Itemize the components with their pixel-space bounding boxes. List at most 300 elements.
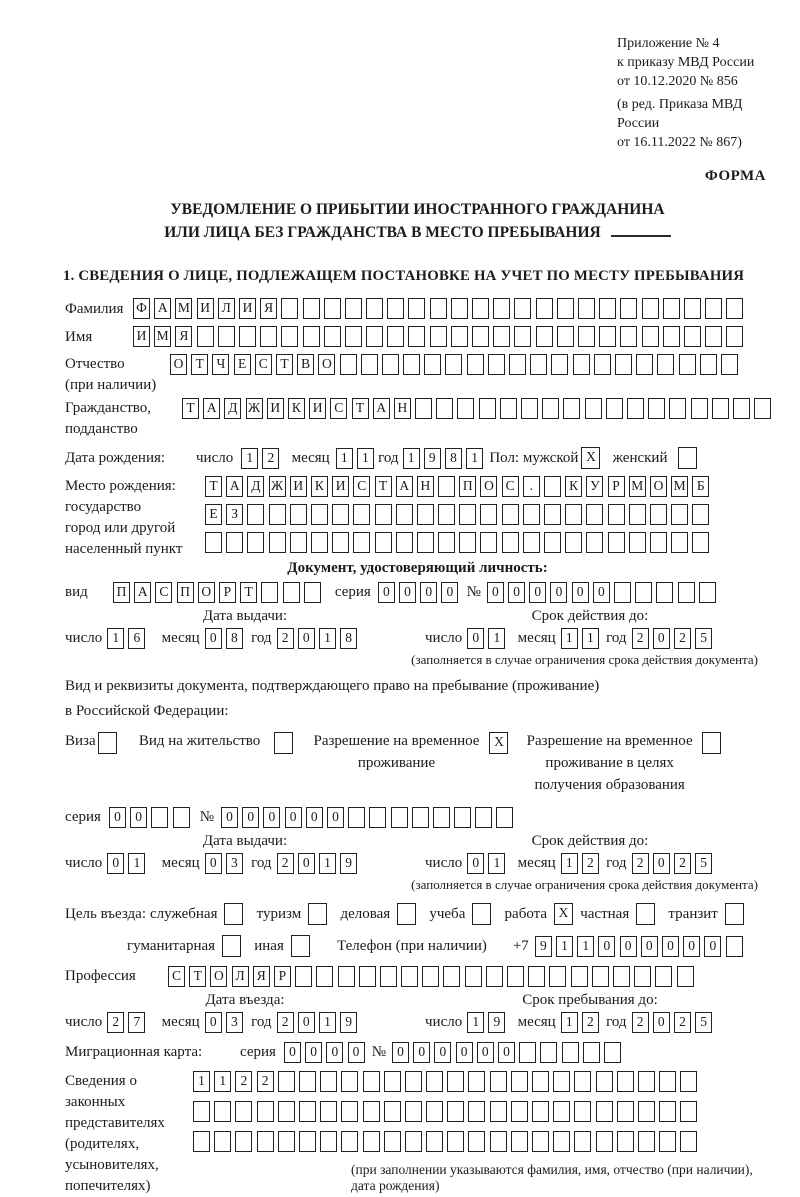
char-cell[interactable] xyxy=(304,582,321,603)
char-cell[interactable]: А xyxy=(203,398,220,419)
char-cell[interactable] xyxy=(650,504,667,525)
char-cell[interactable]: 3 xyxy=(226,853,243,874)
char-cell[interactable]: 1 xyxy=(193,1071,210,1092)
char-cell[interactable]: Е xyxy=(234,354,251,375)
char-cell[interactable] xyxy=(426,1131,443,1152)
char-cell[interactable] xyxy=(451,298,468,319)
char-cell[interactable] xyxy=(311,532,328,553)
char-cell[interactable]: А xyxy=(373,398,390,419)
char-cell[interactable]: 0 xyxy=(130,807,147,828)
char-cell[interactable] xyxy=(457,398,474,419)
char-cell[interactable] xyxy=(615,354,632,375)
char-cell[interactable]: О xyxy=(650,476,667,497)
char-cell[interactable]: 1 xyxy=(128,853,145,874)
char-cell[interactable]: И xyxy=(290,476,307,497)
char-cell[interactable] xyxy=(345,298,362,319)
char-cell[interactable]: Я xyxy=(175,326,192,347)
char-cell[interactable]: 1 xyxy=(582,628,599,649)
char-cell[interactable] xyxy=(222,935,241,957)
char-cell[interactable] xyxy=(417,504,434,525)
char-cell[interactable]: 0 xyxy=(508,582,525,603)
char-cell[interactable] xyxy=(260,326,277,347)
char-cell[interactable]: О xyxy=(210,966,227,987)
char-cell[interactable] xyxy=(454,807,471,828)
char-cell[interactable] xyxy=(678,447,697,469)
char-cell[interactable] xyxy=(573,354,590,375)
char-cell[interactable] xyxy=(341,1131,358,1152)
char-cell[interactable] xyxy=(509,354,526,375)
char-cell[interactable]: 2 xyxy=(674,853,691,874)
char-cell[interactable] xyxy=(635,582,652,603)
char-cell[interactable]: 1 xyxy=(488,628,505,649)
char-cell[interactable] xyxy=(408,326,425,347)
char-cell[interactable] xyxy=(218,326,235,347)
char-cell[interactable]: 2 xyxy=(632,853,649,874)
char-cell[interactable] xyxy=(205,532,222,553)
char-cell[interactable] xyxy=(669,398,686,419)
char-cell[interactable] xyxy=(493,298,510,319)
char-cell[interactable] xyxy=(363,1131,380,1152)
char-cell[interactable] xyxy=(638,1131,655,1152)
char-cell[interactable]: К xyxy=(288,398,305,419)
char-cell[interactable] xyxy=(636,354,653,375)
char-cell[interactable]: 1 xyxy=(403,448,420,469)
char-cell[interactable]: 0 xyxy=(487,582,504,603)
char-cell[interactable] xyxy=(636,903,655,925)
char-cell[interactable] xyxy=(519,1042,536,1063)
char-cell[interactable]: 2 xyxy=(632,628,649,649)
char-cell[interactable]: И xyxy=(267,398,284,419)
char-cell[interactable] xyxy=(193,1101,210,1122)
char-cell[interactable]: И xyxy=(239,298,256,319)
char-cell[interactable]: О xyxy=(318,354,335,375)
char-cell[interactable] xyxy=(725,903,744,925)
char-cell[interactable]: М xyxy=(671,476,688,497)
char-cell[interactable] xyxy=(583,1042,600,1063)
char-cell[interactable] xyxy=(692,504,709,525)
char-cell[interactable]: Т xyxy=(182,398,199,419)
char-cell[interactable] xyxy=(613,966,630,987)
char-cell[interactable]: 1 xyxy=(241,448,258,469)
char-cell[interactable] xyxy=(417,532,434,553)
char-cell[interactable] xyxy=(496,807,513,828)
char-cell[interactable] xyxy=(614,582,631,603)
char-cell[interactable]: М xyxy=(175,298,192,319)
char-cell[interactable]: Т xyxy=(240,582,257,603)
char-cell[interactable] xyxy=(320,1101,337,1122)
char-cell[interactable]: 1 xyxy=(556,936,573,957)
char-cell[interactable] xyxy=(544,532,561,553)
char-cell[interactable] xyxy=(382,354,399,375)
char-cell[interactable]: А xyxy=(134,582,151,603)
char-cell[interactable] xyxy=(387,298,404,319)
char-cell[interactable]: X xyxy=(554,903,573,925)
char-cell[interactable] xyxy=(295,966,312,987)
char-cell[interactable] xyxy=(341,1101,358,1122)
char-cell[interactable]: 0 xyxy=(285,807,302,828)
char-cell[interactable] xyxy=(401,966,418,987)
char-cell[interactable] xyxy=(514,298,531,319)
char-cell[interactable] xyxy=(173,807,190,828)
char-cell[interactable] xyxy=(405,1131,422,1152)
char-cell[interactable] xyxy=(290,504,307,525)
char-cell[interactable] xyxy=(283,582,300,603)
char-cell[interactable]: 0 xyxy=(107,853,124,874)
char-cell[interactable] xyxy=(671,532,688,553)
char-cell[interactable]: 2 xyxy=(674,628,691,649)
char-cell[interactable]: 0 xyxy=(620,936,637,957)
char-cell[interactable]: 0 xyxy=(653,1012,670,1033)
char-cell[interactable] xyxy=(281,326,298,347)
char-cell[interactable]: Ж xyxy=(246,398,263,419)
char-cell[interactable] xyxy=(291,935,310,957)
char-cell[interactable] xyxy=(486,966,503,987)
char-cell[interactable] xyxy=(353,504,370,525)
char-cell[interactable]: 0 xyxy=(298,1012,315,1033)
char-cell[interactable]: 0 xyxy=(392,1042,409,1063)
char-cell[interactable]: 9 xyxy=(340,1012,357,1033)
char-cell[interactable]: И xyxy=(309,398,326,419)
char-cell[interactable]: К xyxy=(311,476,328,497)
char-cell[interactable]: С xyxy=(330,398,347,419)
char-cell[interactable] xyxy=(511,1071,528,1092)
char-cell[interactable] xyxy=(247,504,264,525)
char-cell[interactable]: С xyxy=(502,476,519,497)
char-cell[interactable]: Б xyxy=(692,476,709,497)
char-cell[interactable] xyxy=(532,1071,549,1092)
char-cell[interactable]: 2 xyxy=(582,1012,599,1033)
char-cell[interactable] xyxy=(563,398,580,419)
char-cell[interactable] xyxy=(712,398,729,419)
char-cell[interactable] xyxy=(659,1131,676,1152)
char-cell[interactable] xyxy=(269,504,286,525)
char-cell[interactable]: 0 xyxy=(298,853,315,874)
char-cell[interactable] xyxy=(488,354,505,375)
char-cell[interactable] xyxy=(332,504,349,525)
char-cell[interactable]: 0 xyxy=(327,807,344,828)
char-cell[interactable]: Т xyxy=(276,354,293,375)
char-cell[interactable] xyxy=(523,532,540,553)
char-cell[interactable] xyxy=(648,398,665,419)
char-cell[interactable]: 0 xyxy=(477,1042,494,1063)
char-cell[interactable]: О xyxy=(170,354,187,375)
char-cell[interactable] xyxy=(629,504,646,525)
char-cell[interactable]: 0 xyxy=(467,853,484,874)
char-cell[interactable] xyxy=(415,398,432,419)
char-cell[interactable] xyxy=(403,354,420,375)
char-cell[interactable] xyxy=(405,1101,422,1122)
char-cell[interactable] xyxy=(247,532,264,553)
char-cell[interactable]: Ч xyxy=(212,354,229,375)
char-cell[interactable] xyxy=(528,966,545,987)
char-cell[interactable] xyxy=(532,1131,549,1152)
char-cell[interactable]: 1 xyxy=(488,853,505,874)
char-cell[interactable] xyxy=(542,398,559,419)
char-cell[interactable]: 9 xyxy=(340,853,357,874)
char-cell[interactable] xyxy=(617,1071,634,1092)
char-cell[interactable]: С xyxy=(155,582,172,603)
char-cell[interactable]: М xyxy=(629,476,646,497)
char-cell[interactable] xyxy=(680,1071,697,1092)
char-cell[interactable] xyxy=(656,582,673,603)
char-cell[interactable]: 8 xyxy=(340,628,357,649)
char-cell[interactable] xyxy=(574,1101,591,1122)
char-cell[interactable] xyxy=(281,298,298,319)
char-cell[interactable]: 1 xyxy=(561,628,578,649)
char-cell[interactable] xyxy=(151,807,168,828)
char-cell[interactable] xyxy=(299,1071,316,1092)
char-cell[interactable]: 5 xyxy=(695,1012,712,1033)
char-cell[interactable]: Р xyxy=(608,476,625,497)
char-cell[interactable] xyxy=(679,354,696,375)
char-cell[interactable] xyxy=(320,1131,337,1152)
char-cell[interactable]: 0 xyxy=(662,936,679,957)
char-cell[interactable] xyxy=(594,354,611,375)
char-cell[interactable]: 1 xyxy=(319,1012,336,1033)
char-cell[interactable] xyxy=(599,298,616,319)
char-cell[interactable] xyxy=(480,532,497,553)
char-cell[interactable] xyxy=(384,1071,401,1092)
char-cell[interactable]: П xyxy=(459,476,476,497)
char-cell[interactable] xyxy=(691,398,708,419)
char-cell[interactable] xyxy=(361,354,378,375)
char-cell[interactable] xyxy=(338,966,355,987)
char-cell[interactable]: 0 xyxy=(467,628,484,649)
char-cell[interactable] xyxy=(472,298,489,319)
char-cell[interactable] xyxy=(671,504,688,525)
char-cell[interactable] xyxy=(663,298,680,319)
char-cell[interactable] xyxy=(565,504,582,525)
char-cell[interactable] xyxy=(596,1131,613,1152)
char-cell[interactable] xyxy=(627,398,644,419)
char-cell[interactable] xyxy=(553,1131,570,1152)
char-cell[interactable]: 0 xyxy=(109,807,126,828)
char-cell[interactable]: В xyxy=(297,354,314,375)
char-cell[interactable] xyxy=(500,398,517,419)
char-cell[interactable] xyxy=(98,732,117,754)
char-cell[interactable] xyxy=(642,326,659,347)
char-cell[interactable] xyxy=(502,504,519,525)
char-cell[interactable]: 0 xyxy=(683,936,700,957)
char-cell[interactable] xyxy=(617,1131,634,1152)
char-cell[interactable]: И xyxy=(332,476,349,497)
char-cell[interactable] xyxy=(557,326,574,347)
char-cell[interactable]: 1 xyxy=(561,853,578,874)
char-cell[interactable] xyxy=(702,732,721,754)
char-cell[interactable]: 2 xyxy=(277,1012,294,1033)
char-cell[interactable] xyxy=(391,807,408,828)
char-cell[interactable] xyxy=(308,903,327,925)
char-cell[interactable]: 0 xyxy=(572,582,589,603)
char-cell[interactable] xyxy=(507,966,524,987)
char-cell[interactable] xyxy=(592,966,609,987)
char-cell[interactable] xyxy=(726,298,743,319)
char-cell[interactable]: 0 xyxy=(413,1042,430,1063)
char-cell[interactable]: 0 xyxy=(456,1042,473,1063)
char-cell[interactable] xyxy=(536,326,553,347)
char-cell[interactable] xyxy=(617,1101,634,1122)
char-cell[interactable] xyxy=(620,326,637,347)
char-cell[interactable] xyxy=(443,966,460,987)
char-cell[interactable]: 1 xyxy=(214,1071,231,1092)
char-cell[interactable] xyxy=(475,807,492,828)
char-cell[interactable] xyxy=(397,903,416,925)
char-cell[interactable] xyxy=(586,504,603,525)
char-cell[interactable] xyxy=(655,966,672,987)
char-cell[interactable]: X xyxy=(489,732,508,754)
char-cell[interactable] xyxy=(438,504,455,525)
char-cell[interactable]: Т xyxy=(375,476,392,497)
char-cell[interactable]: Л xyxy=(232,966,249,987)
char-cell[interactable]: А xyxy=(154,298,171,319)
char-cell[interactable] xyxy=(438,532,455,553)
char-cell[interactable] xyxy=(324,298,341,319)
char-cell[interactable] xyxy=(571,966,588,987)
char-cell[interactable] xyxy=(553,1071,570,1092)
char-cell[interactable] xyxy=(324,326,341,347)
char-cell[interactable] xyxy=(677,966,694,987)
char-cell[interactable] xyxy=(604,1042,621,1063)
char-cell[interactable] xyxy=(490,1101,507,1122)
char-cell[interactable] xyxy=(239,326,256,347)
char-cell[interactable] xyxy=(472,326,489,347)
char-cell[interactable] xyxy=(480,504,497,525)
char-cell[interactable] xyxy=(299,1131,316,1152)
char-cell[interactable]: Е xyxy=(205,504,222,525)
char-cell[interactable]: 9 xyxy=(424,448,441,469)
char-cell[interactable] xyxy=(387,326,404,347)
char-cell[interactable]: 0 xyxy=(378,582,395,603)
char-cell[interactable] xyxy=(451,326,468,347)
char-cell[interactable] xyxy=(544,476,561,497)
char-cell[interactable]: 0 xyxy=(221,807,238,828)
char-cell[interactable]: 8 xyxy=(445,448,462,469)
char-cell[interactable]: А xyxy=(226,476,243,497)
char-cell[interactable] xyxy=(375,504,392,525)
char-cell[interactable]: 0 xyxy=(305,1042,322,1063)
char-cell[interactable] xyxy=(472,903,491,925)
char-cell[interactable] xyxy=(680,1131,697,1152)
char-cell[interactable] xyxy=(341,1071,358,1092)
char-cell[interactable] xyxy=(692,532,709,553)
char-cell[interactable] xyxy=(345,326,362,347)
char-cell[interactable]: 2 xyxy=(235,1071,252,1092)
char-cell[interactable]: Р xyxy=(219,582,236,603)
char-cell[interactable] xyxy=(638,1071,655,1092)
char-cell[interactable]: 7 xyxy=(128,1012,145,1033)
char-cell[interactable] xyxy=(562,1042,579,1063)
char-cell[interactable] xyxy=(620,298,637,319)
char-cell[interactable] xyxy=(726,936,743,957)
char-cell[interactable]: 2 xyxy=(277,853,294,874)
char-cell[interactable] xyxy=(353,532,370,553)
char-cell[interactable]: 0 xyxy=(653,853,670,874)
char-cell[interactable] xyxy=(574,1131,591,1152)
char-cell[interactable] xyxy=(468,1071,485,1092)
char-cell[interactable] xyxy=(226,532,243,553)
char-cell[interactable]: 1 xyxy=(357,448,374,469)
char-cell[interactable] xyxy=(214,1131,231,1152)
char-cell[interactable] xyxy=(680,1101,697,1122)
char-cell[interactable]: 8 xyxy=(226,628,243,649)
char-cell[interactable] xyxy=(424,354,441,375)
char-cell[interactable] xyxy=(657,354,674,375)
char-cell[interactable]: Н xyxy=(394,398,411,419)
char-cell[interactable] xyxy=(426,1071,443,1092)
char-cell[interactable]: Ж xyxy=(269,476,286,497)
char-cell[interactable] xyxy=(384,1131,401,1152)
char-cell[interactable]: 0 xyxy=(263,807,280,828)
char-cell[interactable]: Ф xyxy=(133,298,150,319)
char-cell[interactable] xyxy=(257,1131,274,1152)
char-cell[interactable] xyxy=(332,532,349,553)
char-cell[interactable] xyxy=(290,532,307,553)
char-cell[interactable] xyxy=(684,326,701,347)
char-cell[interactable] xyxy=(340,354,357,375)
char-cell[interactable]: 2 xyxy=(674,1012,691,1033)
char-cell[interactable] xyxy=(596,1071,613,1092)
char-cell[interactable] xyxy=(634,966,651,987)
char-cell[interactable] xyxy=(303,298,320,319)
char-cell[interactable] xyxy=(303,326,320,347)
char-cell[interactable]: П xyxy=(113,582,130,603)
char-cell[interactable] xyxy=(193,1131,210,1152)
char-cell[interactable]: 5 xyxy=(695,628,712,649)
char-cell[interactable] xyxy=(479,398,496,419)
char-cell[interactable] xyxy=(549,966,566,987)
char-cell[interactable] xyxy=(642,298,659,319)
char-cell[interactable] xyxy=(523,504,540,525)
char-cell[interactable] xyxy=(369,807,386,828)
char-cell[interactable] xyxy=(659,1071,676,1092)
char-cell[interactable] xyxy=(502,532,519,553)
char-cell[interactable] xyxy=(235,1101,252,1122)
char-cell[interactable] xyxy=(726,326,743,347)
char-cell[interactable] xyxy=(521,398,538,419)
char-cell[interactable] xyxy=(608,532,625,553)
char-cell[interactable] xyxy=(468,1101,485,1122)
char-cell[interactable] xyxy=(214,1101,231,1122)
char-cell[interactable]: 0 xyxy=(593,582,610,603)
char-cell[interactable] xyxy=(699,582,716,603)
char-cell[interactable] xyxy=(269,532,286,553)
char-cell[interactable] xyxy=(348,807,365,828)
char-cell[interactable] xyxy=(596,1101,613,1122)
char-cell[interactable] xyxy=(359,966,376,987)
char-cell[interactable]: 1 xyxy=(561,1012,578,1033)
char-cell[interactable]: Н xyxy=(417,476,434,497)
char-cell[interactable] xyxy=(557,298,574,319)
char-cell[interactable] xyxy=(433,807,450,828)
char-cell[interactable]: Т xyxy=(352,398,369,419)
char-cell[interactable] xyxy=(544,504,561,525)
char-cell[interactable]: О xyxy=(198,582,215,603)
char-cell[interactable] xyxy=(553,1101,570,1122)
char-cell[interactable]: Я xyxy=(253,966,270,987)
char-cell[interactable] xyxy=(606,398,623,419)
char-cell[interactable]: 0 xyxy=(420,582,437,603)
char-cell[interactable]: 6 xyxy=(128,628,145,649)
char-cell[interactable] xyxy=(733,398,750,419)
char-cell[interactable] xyxy=(608,504,625,525)
char-cell[interactable] xyxy=(467,354,484,375)
char-cell[interactable] xyxy=(320,1071,337,1092)
char-cell[interactable] xyxy=(384,1101,401,1122)
char-cell[interactable] xyxy=(532,1101,549,1122)
char-cell[interactable] xyxy=(678,582,695,603)
char-cell[interactable] xyxy=(278,1131,295,1152)
char-cell[interactable] xyxy=(659,1101,676,1122)
